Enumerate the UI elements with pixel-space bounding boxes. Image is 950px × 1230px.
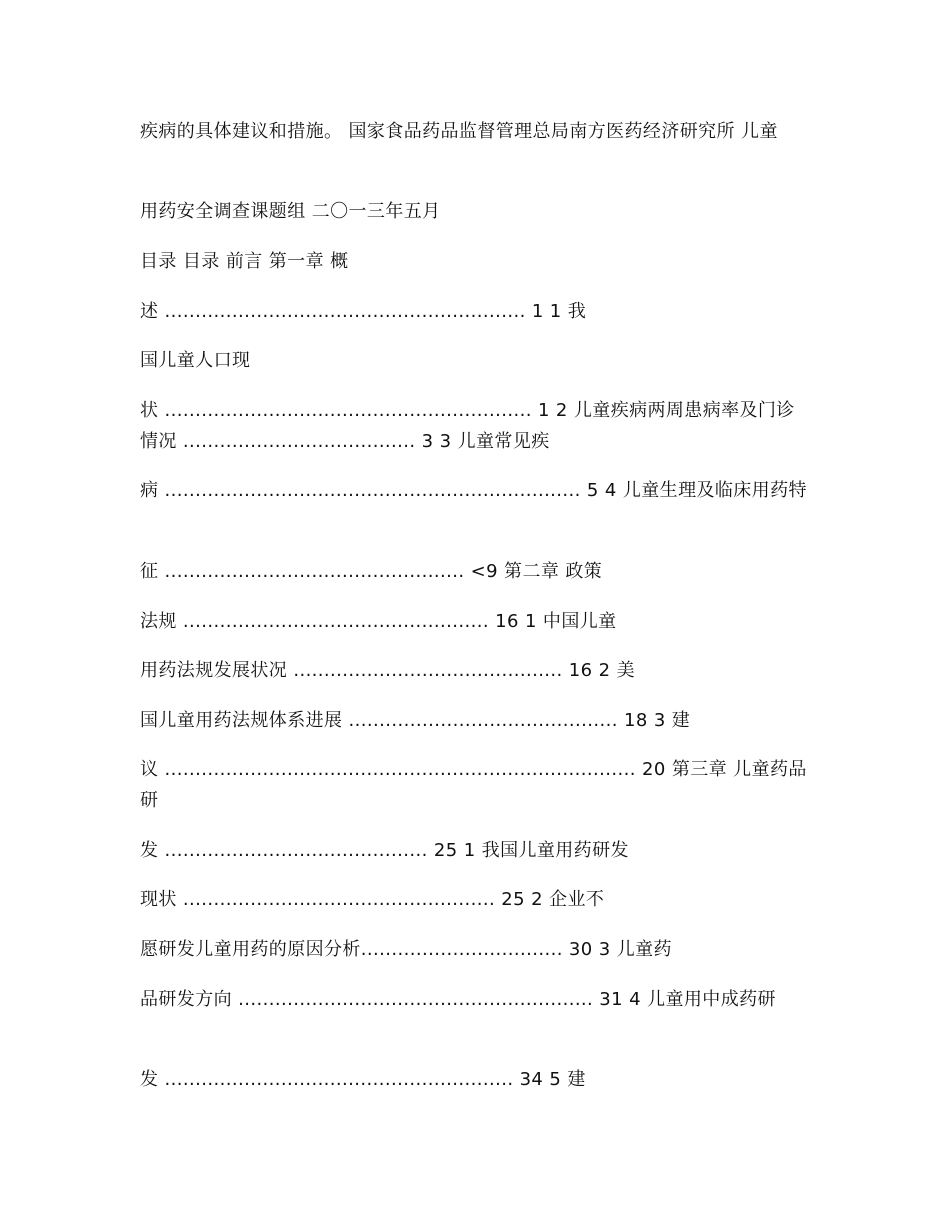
paragraph-4: 述 ........................................................... 1 1 我	[140, 301, 587, 322]
paragraph-5: 国儿童人口现	[140, 350, 251, 371]
paragraph-9: 法规 .................................................. 16 1 中国儿童	[140, 611, 617, 632]
paragraph-3: 目录 目录 前言 第一章 概	[140, 251, 349, 272]
paragraph-1: 疾病的具体建议和措施。 国家食品药品监督管理总局南方医药经济研究所 儿童	[140, 121, 778, 142]
paragraph-6: 状 ............................................................ 1 2 儿童疾病两周患病率及门诊情况 ...................................... 3 3 儿童常见疾	[140, 400, 795, 452]
paragraph-2: 用药安全调查课题组 二〇一三年五月	[140, 201, 441, 222]
paragraph-16: 品研发方向 .......................................................... 31 4 儿童用中成药研	[140, 989, 776, 1010]
paragraph-10: 用药法规发展状况 ............................................ 16 2 美	[140, 660, 635, 681]
paragraph-7: 病 .................................................................... 5 4 儿童生理及临床用药特	[140, 480, 807, 501]
paragraph-15: 愿研发儿童用药的原因分析................................. 30 3 儿童药	[140, 939, 672, 960]
paragraph-12: 议 ............................................................................. 20 第三章 儿童药品研	[140, 759, 807, 811]
paragraph-14: 现状 ................................................... 25 2 企业不	[140, 889, 605, 910]
paragraph-11: 国儿童用药法规体系进展 ............................................ 18 3 建	[140, 710, 691, 731]
paragraph-8: 征 ................................................. <9 第二章 政策	[140, 561, 603, 582]
paragraph-13: 发 ........................................... 25 1 我国儿童用药研发	[140, 840, 629, 861]
paragraph-17: 发 ......................................................... 34 5 建	[140, 1069, 586, 1090]
